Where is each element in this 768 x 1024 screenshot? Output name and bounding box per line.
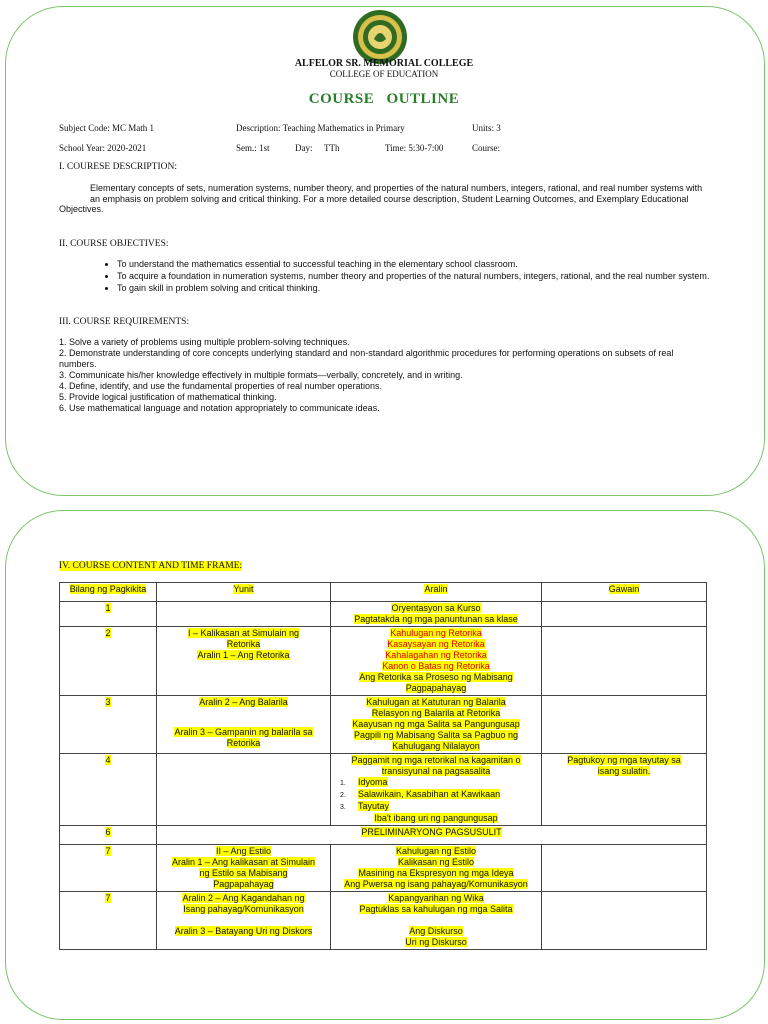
table-row: [60, 602, 707, 627]
yunit-cell: Aralin 2 – Ang Balarila Aralin 3 – Gampanin ng balarila sa Retorika: [157, 696, 331, 754]
description-text-end: Objectives.: [59, 204, 104, 214]
day-value: TTh: [324, 143, 340, 153]
list-item: 3. Communicate his/her knowledge effectively in multiple formats—verbally, concretely, and in writing.: [59, 370, 463, 380]
gawain-cell: [542, 845, 707, 892]
section-3-heading: III. COURSE REQUIREMENTS:: [59, 317, 190, 327]
school-year: School Year: 2020-2021: [59, 143, 147, 153]
aralin-cell: Oryentasyon sa Kurso Pagtatakda ng mga panuntunan sa klase: [331, 602, 542, 627]
yunit-cell: Aralin 2 – Ang Kagandahan ng Isang pahayag/Komunikasyon Aralin 3 – Batayang Uri ng Diskors: [157, 892, 331, 950]
aralin-cell: Kahulugan ng Retorika Kasaysayan ng Retorika Kahalagahan ng Retorika Kanon o Batas ng Retorika Ang Retorika sa Proseso ng Mabisang Pagpapahayag: [331, 627, 542, 696]
semester: Sem.: 1st: [236, 143, 270, 153]
list-item: • To understand the mathematics essential to successful teaching in the elementary school classroom.: [117, 259, 768, 270]
units: Units: 3: [472, 123, 501, 133]
row-number: 7: [60, 845, 157, 892]
college-seal-icon: [352, 9, 408, 65]
table-header-row: [60, 583, 707, 602]
table-row: [60, 627, 707, 696]
table-row: [60, 754, 707, 826]
exam-cell: PRELIMINARYONG PAGSUSULIT: [157, 826, 707, 845]
list-item: 1. Solve a variety of problems using multiple problem-solving techniques.: [59, 337, 350, 347]
table-row: [60, 696, 707, 754]
aralin-cell: Paggamit ng mga retorikal na kagamitan o transisyunal na pagsasalita 1. Idyoma 2. Salawikain, Kasabihan at Kawikaan 3. Tayutay Iba't ibang uri ng pangungusap: [331, 754, 542, 826]
course-description: [59, 183, 709, 215]
row-number: 3: [60, 696, 157, 754]
table-row: [60, 826, 707, 845]
requirements-list: [59, 337, 709, 414]
list-item: • To acquire a foundation in numeration systems, number theory and properties of the natural numbers, integers, rational, and the real number system.: [117, 271, 768, 282]
list-item: • To gain skill in problem solving and critical thinking.: [117, 283, 768, 294]
course: Course:: [472, 143, 500, 153]
objectives-list: [59, 259, 768, 295]
row-number: 2: [60, 627, 157, 696]
table-row: [60, 845, 707, 892]
section-4-heading: IV. COURSE CONTENT AND TIME FRAME:: [59, 561, 243, 571]
gawain-cell: [542, 627, 707, 696]
column-header: Yunit: [157, 583, 331, 602]
gawain-cell: [542, 602, 707, 627]
list-item: 4. Define, identify, and use the fundamental properties of real number operations.: [59, 381, 383, 391]
description-text: Elementary concepts of sets, numeration systems, number theory, and properties of the natural numbers, integers, rational, and real number systems with an emphasis on problem solving and critical thinking. For a more detailed course description, Student Learning Outcomes, and Exemplary Educational: [90, 183, 703, 204]
section-1-heading: I. COURESE DESCRIPTION:: [59, 162, 177, 172]
description: Description: Teaching Mathematics in Primary: [236, 123, 405, 133]
subject-code: Subject Code: MC Math 1: [59, 123, 154, 133]
list-item: 5. Provide logical justification of mathematical thinking.: [59, 392, 277, 402]
row-number: 1: [60, 602, 157, 627]
department-name: COLLEGE OF EDUCATION: [329, 69, 439, 79]
row-number: 6: [60, 826, 157, 845]
gawain-cell: [542, 696, 707, 754]
top-card: [5, 6, 765, 496]
list-item: 6. Use mathematical language and notation appropriately to communicate ideas.: [59, 403, 380, 413]
aralin-cell: Kahulugan at Katuturan ng Balarila Relasyon ng Balarila at Retorika Kaayusan ng mga Salita sa Pangungusap Pagpili ng Mabisang Salita sa Pagbuo ng Kahulugang Nilalayon: [331, 696, 542, 754]
yunit-cell: II – Ang Estilo Aralin 1 – Ang kalikasan at Simulain ng Estilo sa Mabisang Pagpapahayag: [157, 845, 331, 892]
column-header: Bilang ng Pagkikita: [60, 583, 157, 602]
course-content-table: [59, 582, 707, 950]
device-list: 1. Idyoma 2. Salawikain, Kasabihan at Kawikaan 3. Tayutay: [340, 777, 501, 811]
column-header: Aralin: [331, 583, 542, 602]
page-title: COURSE OUTLINE: [308, 91, 460, 107]
time: Time: 5:30-7:00: [385, 143, 444, 153]
gawain-cell: Pagtukoy ng mga tayutay sa isang sulatin.: [542, 754, 707, 826]
yunit-cell: I – Kalikasan at Simulain ng Retorika Aralin 1 – Ang Retorika: [157, 627, 331, 696]
gawain-cell: [542, 892, 707, 950]
row-number: 7: [60, 892, 157, 950]
list-item: 2. Demonstrate understanding of core concepts underlying standard and non-standard algorithmic procedures for performing operations on subsets of real numbers.: [59, 348, 674, 369]
yunit-cell: [157, 754, 331, 826]
aralin-cell: Kahulugan ng Estilo Kalikasan ng Estilo Masining na Ekspresyon ng mga Ideya Ang Pwersa ng isang pahayag/Komunikasyon: [331, 845, 542, 892]
section-2-heading: II. COURSE OBJECTIVES:: [59, 239, 169, 249]
day-label: Day:: [295, 143, 313, 153]
row-number: 4: [60, 754, 157, 826]
aralin-cell: Kapangyarihan ng Wika Pagtuklas sa kahulugan ng mga Salita Ang Diskurso Uri ng Diskurso: [331, 892, 542, 950]
yunit-cell: [157, 602, 331, 627]
column-header: Gawain: [542, 583, 707, 602]
college-name: ALFELOR SR. MEMORIAL COLLEGE: [294, 58, 474, 69]
table-row: [60, 892, 707, 950]
